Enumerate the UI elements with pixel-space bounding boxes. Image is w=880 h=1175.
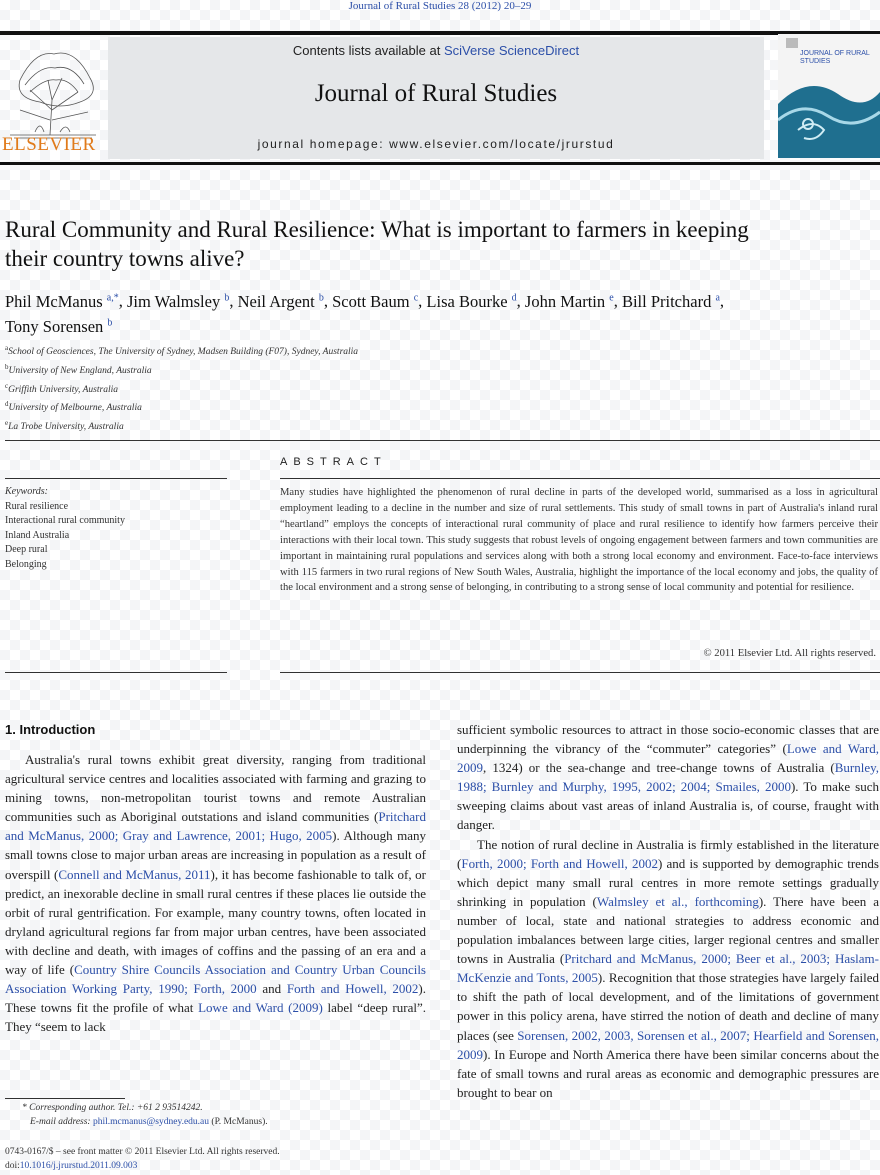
- journal-title: Journal of Rural Studies: [314, 80, 558, 107]
- journal-homepage-link[interactable]: journal homepage: www.elsevier.com/locate/jrurstud: [257, 137, 615, 151]
- elsevier-wordmark: ELSEVIER: [2, 134, 96, 155]
- author: Bill Pritchard $^a$: [621, 291, 720, 311]
- abstract-text: Many studies have highlighted the phenomenon of rural decline in parts of the developed world, summarised as a loss in agricultural employment leading to a decline in the number and size of rural settlements. This study of small towns in part of Australia's inland rural “heartland” employs the concepts of interactional rural community of place and rural resilience to identify how farmers perceive their interactions with their local town. This study suggests that robust levels of ongoing engagement between farmers and town communities are important in maintaining rural populations and services along with both a strong local economy and environment. Face-to-face interviews with 115 farmers in two rural regions of New South Wales, Australia, highlight the importance of the local economy and jobs, the quality of the local environment and a strong sense of belonging, in contributing to a strong sense of local community and potential for resilience.: [280, 487, 878, 594]
- abstract-rule-top: [5, 440, 880, 441]
- author: Tony Sorensen $^b$: [5, 317, 113, 336]
- affiliation: $^b$University of New England, Australia: [5, 362, 152, 376]
- author: Lisa Bourke $^d$: [426, 291, 517, 311]
- citation-link[interactable]: Lowe and Ward (2009): [198, 1000, 323, 1016]
- citation-link[interactable]: Forth, 2000; Forth and Howell, 2002: [461, 855, 658, 871]
- citation-link[interactable]: Burnley, 1988; Burnley and Murphy, 1995, 2002; 2004; Smailes, 2000: [457, 760, 879, 795]
- keywords-title: Keywords:: [5, 486, 48, 497]
- header-rule-top: [0, 31, 880, 35]
- citation-link[interactable]: Connell and McManus, 2011: [58, 866, 211, 882]
- issn-note: 0743-0167/$ – see front matter © 2011 Elsevier Ltd. All rights reserved.: [5, 1147, 280, 1157]
- keywords: [5, 485, 225, 572]
- keywords-rule-bottom: [5, 672, 227, 673]
- contents-prefix: Contents lists available at: [292, 43, 444, 58]
- citation-link[interactable]: Lowe and Ward, 2009: [457, 741, 879, 776]
- author: Neil Argent $^b$: [237, 291, 324, 311]
- cover-title: JOURNAL OF RURAL STUDIES: [800, 50, 870, 65]
- email-link[interactable]: phil.mcmanus@sydney.edu.au: [92, 1117, 210, 1127]
- affiliation: $^c$Griffith University, Australia: [5, 381, 118, 395]
- footnote-rule: [5, 1098, 125, 1099]
- paragraph: sufficient symbolic resources to attract in those socio-economic classes that are underpinning the vibrancy of the “commuter” categories” (Lowe and Ward, 2009, 1324) or the sea-change and tree-change towns of Australia (Burnley, 1988; Burnley and Murphy, 1995, 2002; 2004; Smailes, 2000). To make such sweeping claims about vast areas of inland Australia is, of course, fraught with danger.: [457, 722, 879, 833]
- title-line-2: their country towns alive?: [5, 246, 245, 271]
- paragraph: Australia's rural towns exhibit great diversity, ranging from traditional agricultural service centres and localities associated with farming and grazing to mining towns, non-metropolitan tourist towns and remote Australian communities such as Aboriginal outstations and island communities (Pritchard and McManus, 2000; Gray and Lawrence, 2001; Hugo, 2005). Although many small towns close to major urban areas are increasing in population as a result of overspill (Connell and McManus, 2011), it has become fashionable to talk of, or predict, an inexorable decline in small rural centres if these places lie outside the orbit of rural gentrification. For example, many country towns, often located in dryland agricultural regions far from major urban centres, have been associated with decline and death, with images of coffins and the passing of an era and a way of life (Country Shire Councils Association and Country Urban Councils Association Working Party, 1990; Forth, 2000 and Forth and Howell, 2002). These towns fit the profile of what Lowe and Ward (2009) label “deep rural”. They “seem to lack: [5, 752, 426, 1035]
- corresponding-author-note: * Corresponding author. Tel.: +61 2 93514242.: [22, 1103, 203, 1113]
- abstract-rule-bottom: [280, 672, 880, 673]
- citation-link[interactable]: Pritchard and McManus, 2000; Gray and Lawrence, 2001; Hugo, 2005: [5, 809, 426, 844]
- sciencedirect-link[interactable]: SciVerse ScienceDirect: [443, 43, 580, 58]
- doi-note: doi:10.1016/j.jrurstud.2011.09.003: [5, 1161, 138, 1171]
- affiliation: $^e$La Trobe University, Australia: [5, 419, 124, 433]
- keyword: Inland Australia: [5, 529, 70, 541]
- citation-link[interactable]: Sorensen, 2002, 2003, Sorensen et al., 2007; Hearfield and Sorensen, 2009: [457, 1027, 879, 1062]
- contents-line: [108, 43, 764, 58]
- abstract-heading: ABSTRACT: [280, 456, 387, 468]
- keywords-rule-top: [5, 478, 227, 479]
- author-list: Phil McManus $^{a,*}$, Jim Walmsley $^b$, Neil Argent $^b$, Scott Baum $^c$, Lisa Bourke $^d$, John Martin $^e$, Bill Pritchard $^a$, Tony Sorensen $^b$: [5, 291, 725, 336]
- author: John Martin $^e$: [524, 291, 614, 311]
- author: Jim Walmsley $^b$: [126, 291, 230, 311]
- paragraph: The notion of rural decline in Australia is firmly established in the literature (Forth, 2000; Forth and Howell, 2002) and is supported by demographic trends which depict many small rural centres in more remote settings gradually shrinking in population (Walmsley et al., forthcoming). There have been a number of local, state and national strategies to address economic and population imbalances between large cities, larger regional centres and smaller towns in Australia (Pritchard and McManus, 2000; Beer et al., 2003; Haslam-McKenzie and Tonts, 2005). Recognition that those strategies have largely failed to shift the path of local development, and of the limitations of government power in this policy arena, have stirred the notion of death and decline of many places (see Sorensen, 2002, 2003, Sorensen et al., 2007; Hearfield and Sorensen, 2009). In Europe and North America there have been similar concerns about the fate of small towns and rural areas as economic and demographic pressures are brought to bear on: [457, 836, 879, 1100]
- keyword: Deep rural: [5, 544, 48, 555]
- affiliations: [5, 341, 505, 435]
- title-line-1: Rural Community and Rural Resilience: What is important to farmers in keeping: [5, 217, 749, 242]
- section-heading-introduction: 1. Introduction: [5, 722, 96, 737]
- affiliation: $^d$University of Melbourne, Australia: [5, 400, 142, 414]
- author: Scott Baum $^c$: [332, 291, 419, 311]
- author: Phil McManus $^{a,*}$: [5, 291, 119, 311]
- abstract-rule-mid: [280, 478, 880, 479]
- abstract-copyright: © 2011 Elsevier Ltd. All rights reserved.: [703, 648, 876, 659]
- article-title: [5, 215, 880, 273]
- body-column-right: [457, 720, 879, 1102]
- keyword: Rural resilience: [5, 500, 69, 512]
- header-rule-bottom: [0, 162, 880, 165]
- doi-link[interactable]: 10.1016/j.jrurstud.2011.09.003: [19, 1161, 138, 1171]
- journal-citation[interactable]: Journal of Rural Studies 28 (2012) 20–29: [348, 0, 532, 12]
- citation-link[interactable]: Walmsley et al., forthcoming: [596, 893, 759, 909]
- keyword: Belonging: [5, 558, 47, 570]
- citation-link[interactable]: Country Shire Councils Association and Country Urban Councils Association Working Party, 1990; Forth, 2000: [5, 962, 426, 997]
- body-column-left: [5, 750, 426, 1036]
- keyword: Interactional rural community: [5, 515, 125, 526]
- affiliation: $^a$School of Geosciences, The University of Sydney, Madsen Building (F07), Sydney, Australia: [5, 344, 359, 358]
- citation-link[interactable]: Pritchard and McManus, 2000; Beer et al., 2003; Haslam-McKenzie and Tonts, 2005: [457, 951, 879, 986]
- email-note: E-mail address: phil.mcmanus@sydney.edu.au (P. McManus).: [30, 1117, 268, 1127]
- citation-link[interactable]: Forth and Howell, 2002: [286, 981, 419, 997]
